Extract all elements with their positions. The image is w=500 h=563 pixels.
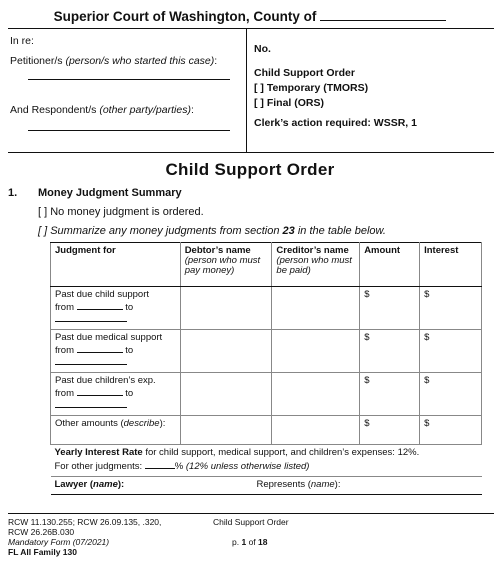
footer-center-title: Child Support Order	[213, 517, 289, 527]
judgment-for-cell: Past due children’s exp. from to	[51, 373, 181, 416]
case-caption	[8, 28, 494, 153]
creditor-cell[interactable]	[272, 330, 360, 373]
petitioner-name-line[interactable]	[28, 79, 230, 80]
final-checkbox[interactable]: [ ] Final (ORS)	[254, 97, 324, 109]
section-number: 1.	[8, 187, 18, 199]
debtor-cell[interactable]	[180, 416, 272, 445]
creditor-cell[interactable]	[272, 416, 360, 445]
lawyer-row	[51, 477, 482, 495]
interest-cell[interactable]: $	[420, 330, 482, 373]
other-amounts-cell: Other amounts (describe):	[51, 416, 181, 445]
table-row	[51, 373, 482, 416]
respondent-label: And Respondent/s (other party/parties):	[10, 104, 194, 116]
lawyer-cell[interactable]: Lawyer (name): Represents (name):	[51, 477, 482, 495]
other-interest-blank[interactable]	[145, 459, 175, 469]
page-title: Child Support Order	[165, 160, 335, 179]
summarize-judgment-checkbox[interactable]: [ ] Summarize any money judgments from section 23 in the table below.	[38, 225, 386, 237]
table-header-row	[51, 243, 482, 287]
interest-cell[interactable]: $	[420, 287, 482, 330]
table-row	[51, 287, 482, 330]
footer-form: Mandatory Form (07/2021)	[8, 537, 110, 547]
county-blank[interactable]	[320, 9, 446, 21]
footer-rule	[8, 513, 494, 514]
table-row	[51, 330, 482, 373]
header-creditor: Creditor’s name (person who must be paid)	[272, 243, 360, 287]
header-debtor: Debtor’s name (person who must pay money)	[180, 243, 272, 287]
court-title: Superior Court of Washington, County of	[0, 9, 500, 24]
clerk-action-label: Clerk’s action required: WSSR, 1	[254, 117, 417, 129]
interest-cell[interactable]: $	[420, 416, 482, 445]
judgment-for-cell: Past due medical support from to	[51, 330, 181, 373]
amount-cell[interactable]: $	[360, 287, 420, 330]
interest-cell[interactable]: $	[420, 373, 482, 416]
debtor-cell[interactable]	[180, 373, 272, 416]
footer-rcw-2: RCW 26.26B.030	[8, 527, 75, 537]
footer-rcw-1: RCW 11.130.255; RCW 26.09.135, .320,	[8, 517, 162, 527]
creditor-cell[interactable]	[272, 287, 360, 330]
header-amount: Amount	[360, 243, 420, 287]
header-interest: Interest	[420, 243, 482, 287]
judgment-for-cell: Past due child support from to	[51, 287, 181, 330]
petitioner-label: Petitioner/s (person/s who started this case):	[10, 55, 218, 67]
table-row-other	[51, 416, 482, 445]
order-type-label: Child Support Order	[254, 67, 355, 79]
respondent-name-line[interactable]	[28, 130, 230, 131]
amount-cell[interactable]: $	[360, 373, 420, 416]
amount-cell[interactable]: $	[360, 416, 420, 445]
temporary-checkbox[interactable]: [ ] Temporary (TMORS)	[254, 82, 369, 94]
no-judgment-checkbox[interactable]: [ ] No money judgment is ordered.	[38, 206, 204, 218]
creditor-cell[interactable]	[272, 373, 360, 416]
interest-rate-cell: Yearly Interest Rate for child support, medical support, and children’s expenses: 12%. For other judgments: % (12% unless otherwise listed)	[51, 445, 482, 477]
debtor-cell[interactable]	[180, 287, 272, 330]
section-heading: Money Judgment Summary	[38, 187, 182, 199]
page-number: p. 1 of 18	[232, 537, 268, 547]
header-judgment-for: Judgment for	[51, 243, 181, 287]
case-number-label: No.	[254, 43, 271, 55]
footer-family: FL All Family 130	[8, 547, 77, 557]
amount-cell[interactable]: $	[360, 330, 420, 373]
debtor-cell[interactable]	[180, 330, 272, 373]
in-re-label: In re:	[10, 35, 34, 47]
judgment-summary-table	[50, 242, 482, 495]
interest-rate-row	[51, 445, 482, 477]
